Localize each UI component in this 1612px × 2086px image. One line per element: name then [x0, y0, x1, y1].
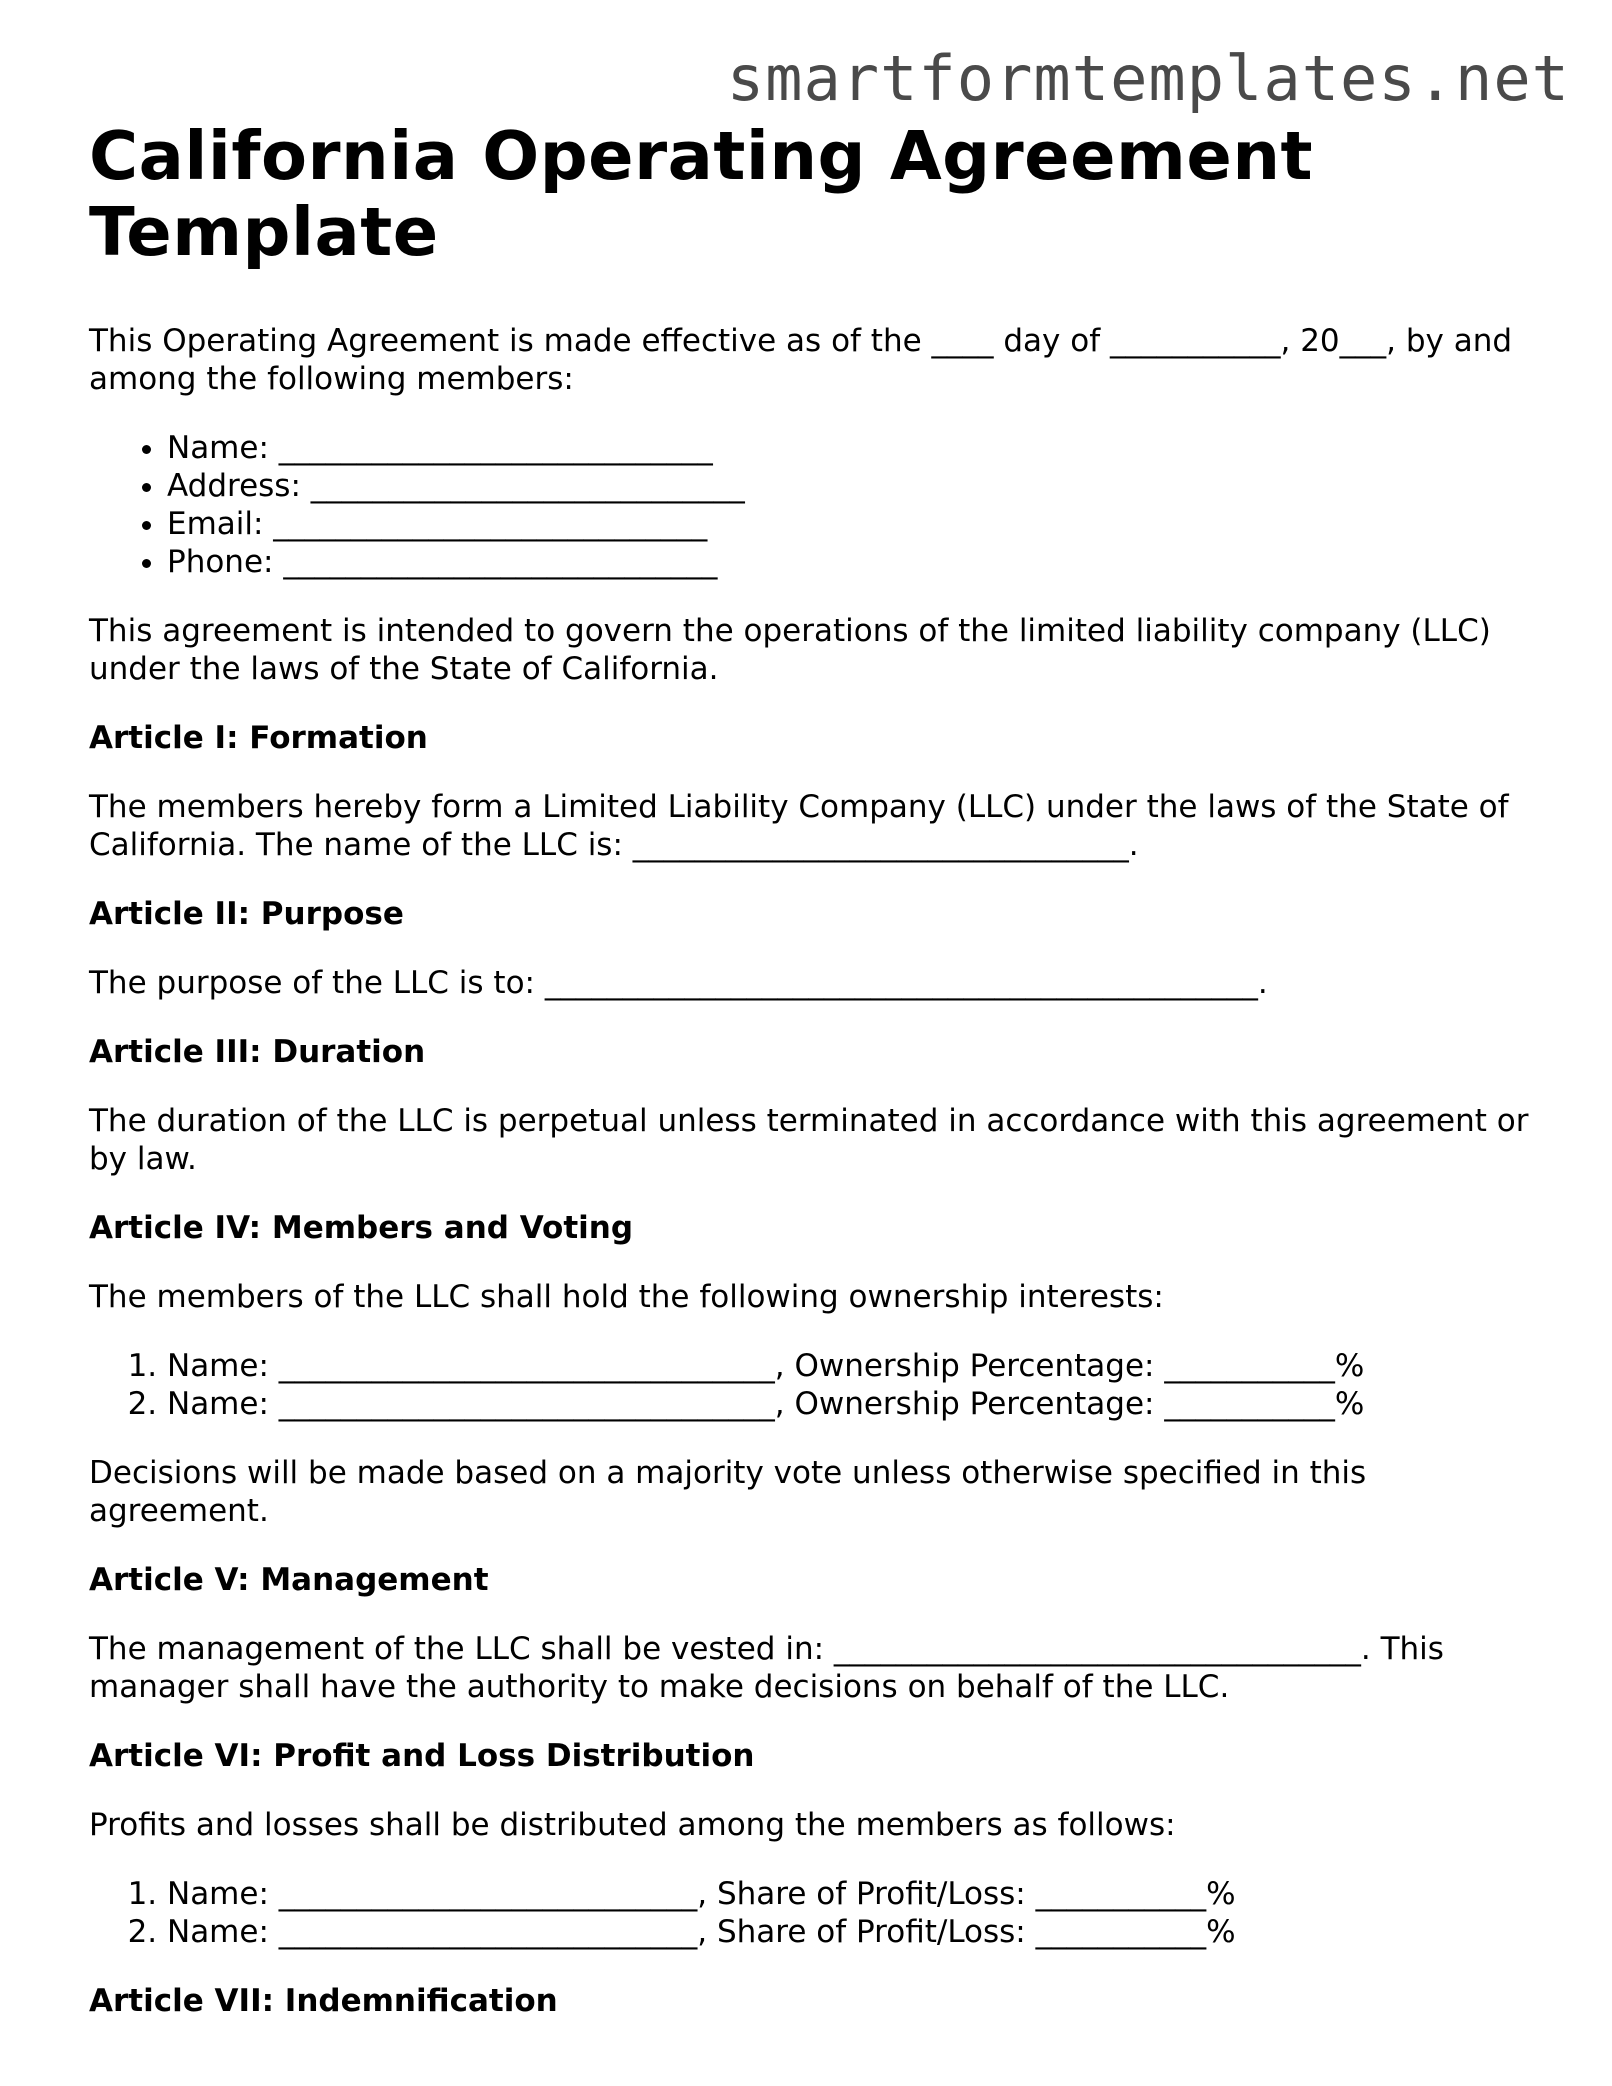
watermark: smartformtemplates.net [726, 42, 1570, 115]
article-5-heading: Article V: Management [89, 1562, 489, 1598]
article-4-text: The members of the LLC shall hold the following ownership interests: [89, 1279, 1164, 1315]
profit-share-item: 1. Name: ___________________________, Share of Profit/Loss: ___________% [167, 1875, 1529, 1913]
intro-paragraph: This Operating Agreement is made effective as of the ____ day of ___________, 20___, by and among the following members: [89, 323, 1513, 397]
article-1-heading: Article I: Formation [89, 720, 428, 756]
page-title: California Operating Agreement Template [89, 117, 1314, 271]
member-fields-list [89, 429, 1529, 581]
article-5-text: The management of the LLC shall be vested in: __________________________________. This manager shall have the authority to make decisions on behalf of the LLC. [89, 1631, 1444, 1705]
profit-share-item: 2. Name: ___________________________, Share of Profit/Loss: ___________% [167, 1913, 1529, 1951]
voting-paragraph: Decisions will be made based on a majority vote unless otherwise specified in this agreement. [89, 1455, 1367, 1529]
member-field-phone: • Phone: ____________________________ [167, 543, 1529, 581]
member-field-address: • Address: ____________________________ [167, 467, 1529, 505]
article-2-heading: Article II: Purpose [89, 896, 404, 932]
article-4-heading: Article IV: Members and Voting [89, 1210, 634, 1246]
article-6-heading: Article VI: Profit and Loss Distribution [89, 1738, 755, 1774]
member-field-email: • Email: ____________________________ [167, 505, 1529, 543]
article-7-heading: Article VII: Indemnification [89, 1983, 558, 2019]
ownership-list [89, 1347, 1529, 1423]
article-3-heading: Article III: Duration [89, 1034, 426, 1070]
article-3-text: The duration of the LLC is perpetual unless terminated in accordance with this agreement or by law. [89, 1103, 1529, 1177]
profit-share-list [89, 1875, 1529, 1951]
ownership-item: 1. Name: ________________________________, Ownership Percentage: ___________% [167, 1347, 1529, 1385]
document-page [89, 118, 1529, 2020]
article-6-text: Profits and losses shall be distributed among the members as follows: [89, 1807, 1176, 1843]
member-field-name: • Name: ____________________________ [167, 429, 1529, 467]
govern-paragraph: This agreement is intended to govern the operations of the limited liability company (LLC) under the laws of the State of California. [89, 613, 1491, 687]
article-1-text: The members hereby form a Limited Liability Company (LLC) under the laws of the State of California. The name of the LLC is: ________________________________. [89, 789, 1509, 863]
article-2-text: The purpose of the LLC is to: ______________________________________________. [89, 965, 1268, 1001]
ownership-item: 2. Name: ________________________________, Ownership Percentage: ___________% [167, 1385, 1529, 1423]
